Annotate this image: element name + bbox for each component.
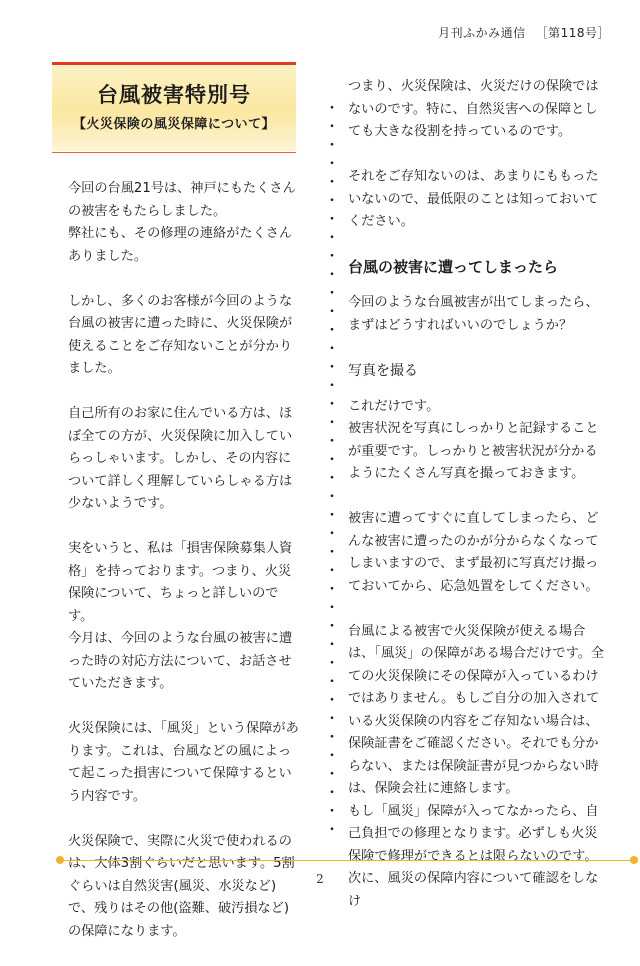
- subsection-heading: 写真を撮る: [348, 362, 418, 379]
- page-title: 台風被害特別号: [97, 83, 251, 107]
- paragraph: 火災保険で、実際に火災で使われるのは、大体3割ぐらいだと思います。5割ぐらいは自然災害(風災、水災など)で、残りはその他(盗難、破汚損など)の保障になります。: [68, 833, 295, 939]
- title-box: [52, 62, 296, 151]
- paragraph: 被害に遭ってすぐに直してしまったら、どんな被害に遭ったのかが分からなくなってしまいますので、まず最初に写真だけ撮っておいてから、応急処置をしてください。: [348, 511, 599, 594]
- title-divider: [52, 152, 296, 153]
- page-header: [438, 24, 610, 41]
- paragraph: それをご存知ないのは、あまりにももったいないので、最低限のことは知っておいてください。: [348, 169, 599, 229]
- paragraph: 実をいうと、私は「損害保険募集人資格」を持っております。つまり、火災保険について、ちょっと詳しいのです。 今月は、今回のような台風の被害に遭った時の対応方法について、お話させていただきます。: [68, 541, 293, 691]
- paragraph: つまり、火災保険は、火災だけの保険ではないのです。特に、自然災害への保障としても大きな役割を持っているのです。: [348, 79, 599, 139]
- paragraph: 自己所有のお家に住んでいる方は、ほぼ全ての方が、火災保険に加入していらっしゃいます。しかし、その内容について詳しく理解していらしゃる方は少ないようです。: [68, 406, 293, 511]
- page-subtitle: 【火災保険の風災保障について】: [72, 117, 276, 132]
- footer-dot-right: [630, 856, 638, 864]
- paragraph: 火災保険には、「風災」という保障があります。これは、台風などの風によって起こった損害について保障するという内容です。: [68, 721, 299, 804]
- footer-dot-left: [56, 856, 64, 864]
- section-heading: 台風の被害に遭ってしまったら: [348, 258, 559, 276]
- paragraph: 今回の台風21号は、神戸にもたくさんの被害をもたらしました。 弊社にも、その修理の連絡がたくさんありました。: [68, 181, 296, 264]
- paragraph: 台風による被害で火災保険が使える場合は、「風災」の保障がある場合だけです。全ての火災保険にその保障が入っているわけではありません。もしご自分の加入されている火災保険の内容をご存知ない場合は、保険証書をご確認ください。それでも分からない、または保険証書が見つからない時は、保険会社に連絡します。 もし「風災」保障が入ってなかったら、自己負担での修理となります。必ずしも火災保険で修理ができるとは限らないのです。 次に、風災の保障内容について確認をしなけ: [348, 623, 605, 909]
- paragraph: これだけです。 被害状況を写真にしっかりと記録することが重要です。しっかりと被害状況が分かるようにたくさん写真を撮っておきます。: [348, 398, 599, 481]
- paragraph: しかし、多くのお客様が今回のような台風の被害に遭った時に、火災保険が使えることをご存知ないことが分かりました。: [68, 293, 293, 376]
- publication-name: 月刊ふかみ通信: [438, 26, 526, 40]
- page-number: 2: [316, 872, 324, 886]
- left-column: [68, 178, 300, 966]
- footer-rule: [60, 860, 634, 861]
- column-divider-dots: [330, 98, 334, 838]
- paragraph: 今回のような台風被害が出てしまったら、まずはどうすればいいのでしょうか？: [348, 295, 599, 333]
- issue-number: ［第118号］: [535, 26, 610, 40]
- right-column: [348, 76, 610, 913]
